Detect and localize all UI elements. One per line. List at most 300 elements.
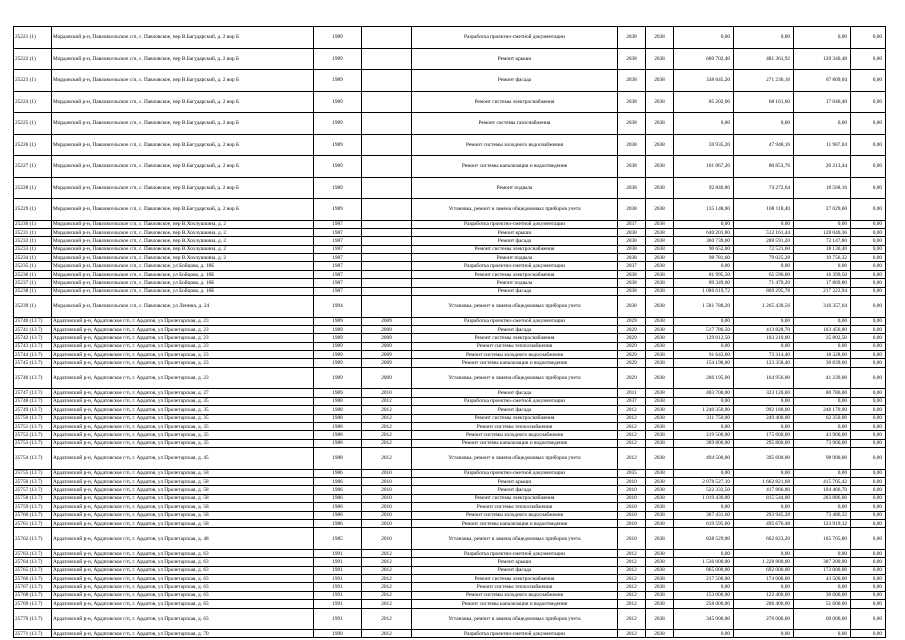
cell-work-type: Ремонт системы электроснабжения [412,270,618,278]
cell-owner-cost: 18 568,16 [794,177,851,199]
cell-last-repair-year [362,228,412,236]
cell-budget-cost: 0,00 [851,503,886,511]
cell-build-year: 1989 [314,367,362,389]
cell-last-repair-year: 2012 [362,591,412,599]
cell-last-repair-year: 2012 [362,630,412,638]
cell-object-id: 25762 (13 7) [14,528,52,550]
cell-start-year: 2038 [618,177,646,199]
cell-budget-cost: 0,00 [851,414,886,422]
cell-address: Ардатовский р-н, Ардатовское г/п, г. Ардатов, ул Пролетарская, д. 58 [52,503,314,511]
cell-start-year: 2012 [618,422,646,430]
cell-work-type: Ремонт фасада [412,237,618,245]
cell-start-year: 2038 [618,156,646,178]
cell-budget-cost: 0,00 [851,583,886,591]
cell-object-id: 25238 (1) [14,287,52,295]
table-row [14,325,886,333]
cell-start-year: 2029 [618,325,646,333]
cell-object-id: 25771 (13 7) [14,630,52,638]
cell-last-repair-year [362,177,412,199]
table-row [14,27,886,49]
table-row [14,630,886,638]
cell-end-year: 2038 [646,583,674,591]
cell-end-year: 2038 [646,70,674,92]
cell-work-type: Ремонт системы холодного водоснабжения [412,134,618,156]
cell-fund-cost: 692 000,00 [734,566,794,574]
cell-owner-cost: 72 147,80 [794,237,851,245]
cell-work-type: Ремонт системы теплоснабжения [412,422,618,430]
cell-owner-cost: 20 213,44 [794,156,851,178]
cell-address: Ардатовский р-н, Ардатовское г/п, г. Ардатов, ул Пролетарская, д. 45 [52,448,314,470]
cell-fund-cost: 74 272,64 [734,177,794,199]
cell-budget-cost: 0,00 [851,325,886,333]
cell-budget-cost: 0,00 [851,177,886,199]
cell-work-type: Ремонт системы холодного водоснабжения [412,431,618,439]
cell-object-id: 25751 (13 7) [14,422,52,430]
table-row [14,199,886,221]
table-row [14,367,886,389]
cell-end-year: 2038 [646,287,674,295]
cell-fund-cost: 79 025,28 [734,254,794,262]
table-row [14,469,886,477]
cell-work-type: Ремонт системы холодного водоснабжения [412,351,618,359]
cell-work-type: Разработка проектно-сметной документации [412,397,618,405]
cell-total-cost: 360 739,00 [674,237,734,245]
cell-budget-cost: 0,00 [851,27,886,49]
cell-object-id: 25763 (13 7) [14,549,52,557]
cell-object-id: 25745 (13 7) [14,359,52,367]
cell-address: Ардатовский р-н, Ардатовское г/п, г. Ардатов, ул Пролетарская, д. 63 [52,558,314,566]
cell-work-type: Разработка проектно-сметной документации [412,220,618,228]
cell-build-year: 1994 [314,296,362,318]
cell-address: Ардатовский р-н, Ардатовское г/п, г. Ардатов, ул Пролетарская, д. 58 [52,486,314,494]
cell-end-year: 2038 [646,575,674,583]
cell-address: Мордовский р-н, Павловсельское с/п, с. Павловское, ул Ленина, д. 24 [52,296,314,318]
cell-build-year: 1986 [314,511,362,519]
cell-last-repair-year [362,287,412,295]
cell-start-year: 2038 [618,279,646,287]
cell-total-cost: 206 195,00 [674,367,734,389]
cell-work-type: Ремонт системы электроснабжения [412,494,618,502]
cell-last-repair-year: 2012 [362,448,412,470]
cell-work-type: Ремонт фасада [412,389,618,397]
cell-address: Мордовский р-н, Павловсельское с/п, с. Павловское, пер В.Хохлушкина, д. 2 [52,228,314,236]
cell-object-id: 25231 (1) [14,228,52,236]
cell-end-year: 2038 [646,27,674,49]
cell-fund-cost: 123 358,40 [734,359,794,367]
cell-address: Ардатовский р-н, Ардатовское г/п, г. Ардатов, ул Пролетарская, д. 63 [52,591,314,599]
cell-fund-cost: 0,00 [734,583,794,591]
cell-last-repair-year: 2010 [362,494,412,502]
table-row [14,397,886,405]
cell-owner-cost: 0,00 [794,469,851,477]
cell-build-year: 1986 [314,469,362,477]
cell-start-year: 2038 [618,27,646,49]
cell-address: Ардатовский р-н, Ардатовское г/п, г. Ардатов, ул Пролетарская, д. 35 [52,397,314,405]
cell-build-year: 1989 [314,48,362,70]
cell-total-cost: 640 201,80 [674,228,734,236]
cell-object-id: 25221 (1) [14,27,52,49]
cell-last-repair-year [362,156,412,178]
cell-object-id: 25753 (13 7) [14,439,52,447]
cell-fund-cost: 1 228 800,00 [734,558,794,566]
cell-object-id: 25764 (13 7) [14,558,52,566]
cell-start-year: 2012 [618,630,646,638]
cell-last-repair-year: 2010 [362,486,412,494]
cell-fund-cost: 293 945,28 [734,511,794,519]
cell-object-id: 25746 (13 7) [14,367,52,389]
cell-build-year: 1991 [314,608,362,630]
cell-start-year: 2029 [618,359,646,367]
cell-address: Мордовский р-н, Павловсельское с/п, с. Павловское, ул Бойцова, д. 18Б [52,279,314,287]
cell-address: Ардатовский р-н, Ардатовское г/п, г. Ардатов, ул Пролетарская, д. 35 [52,431,314,439]
cell-last-repair-year: 2010 [362,519,412,527]
cell-start-year: 2037 [618,262,646,270]
cell-fund-cost: 288 591,20 [734,237,794,245]
cell-fund-cost: 175 600,00 [734,431,794,439]
cell-owner-cost: 0,00 [794,422,851,430]
cell-object-id: 25740 (13 7) [14,317,52,325]
cell-budget-cost: 0,00 [851,367,886,389]
cell-address: Мордовский р-н, Павловсельское с/п, с. Павловское, ул Бойцова, д. 18Б [52,270,314,278]
cell-last-repair-year: 2009 [362,351,412,359]
cell-last-repair-year: 2012 [362,558,412,566]
cell-owner-cost: 217 323,94 [794,287,851,295]
cell-build-year: 1988 [314,406,362,414]
cell-fund-cost: 1 662 821,68 [734,477,794,485]
cell-owner-cost: 73 486,32 [794,511,851,519]
cell-last-repair-year [362,245,412,253]
cell-address: Мордовский р-н, Павловсельское с/п, с. Павловское, пер В.Багударский, д. 2 вор Б [52,134,314,156]
cell-address: Ардатовский р-н, Ардатовское г/п, г. Ардатов, ул Пролетарская, д. 48 [52,528,314,550]
cell-build-year: 1987 [314,220,362,228]
cell-budget-cost: 0,00 [851,519,886,527]
cell-build-year: 1988 [314,431,362,439]
cell-work-type: Установка, ремонт и замена общедомовых приборов учета [412,367,618,389]
cell-build-year: 1989 [314,199,362,221]
cell-fund-cost: 815 544,00 [734,494,794,502]
cell-object-id: 25742 (13 7) [14,334,52,342]
table-row [14,228,886,236]
cell-address: Ардатовский р-н, Ардатовское г/п, г. Ардатов, ул Пролетарская, д. 63 [52,600,314,608]
cell-object-id: 25229 (1) [14,199,52,221]
table-row [14,245,886,253]
cell-work-type: Ремонт системы электроснабжения [412,414,618,422]
cell-owner-cost: 0,00 [794,342,851,350]
cell-last-repair-year [362,48,412,70]
table-row [14,406,886,414]
cell-address: Ардатовский р-н, Ардатовское г/п, г. Ардатов, ул Пролетарская, д. 23 [52,359,314,367]
cell-end-year: 2038 [646,91,674,113]
cell-total-cost: 517 786,50 [674,325,734,333]
cell-work-type: Ремонт системы газоснабжения [412,113,618,135]
cell-object-id: 25223 (1) [14,70,52,92]
cell-total-cost: 92 840,80 [674,177,734,199]
cell-work-type: Ремонт системы теплоснабжения [412,503,618,511]
cell-total-cost: 494 500,00 [674,448,734,470]
cell-last-repair-year: 2010 [362,389,412,397]
table-row [14,448,886,470]
cell-address: Ардатовский р-н, Ардатовское г/п, г. Ардатов, ул Пролетарская, д. 23 [52,317,314,325]
cell-work-type: Ремонт системы электроснабжения [412,575,618,583]
cell-address: Ардатовский р-н, Ардатовское г/п, г. Ардатов, ул Пролетарская, д. 23 [52,367,314,389]
cell-owner-cost: 18 130,40 [794,245,851,253]
cell-start-year: 2011 [618,389,646,397]
cell-build-year: 1989 [314,342,362,350]
cell-last-repair-year: 2012 [362,397,412,405]
table-row [14,519,886,527]
cell-end-year: 2038 [646,431,674,439]
cell-end-year: 2038 [646,511,674,519]
cell-start-year: 2038 [618,48,646,70]
cell-start-year: 2012 [618,591,646,599]
cell-budget-cost: 0,00 [851,317,886,325]
cell-owner-cost: 62 350,00 [794,414,851,422]
cell-end-year: 2038 [646,220,674,228]
cell-end-year: 2038 [646,494,674,502]
cell-total-cost: 129 012,50 [674,334,734,342]
table-row [14,317,886,325]
cell-total-cost: 59 935,20 [674,134,734,156]
cell-build-year: 1986 [314,494,362,502]
cell-budget-cost: 0,00 [851,558,886,566]
table-row [14,566,886,574]
cell-fund-cost: 992 180,00 [734,406,794,414]
cell-build-year: 1990 [314,630,362,638]
cell-build-year: 1988 [314,397,362,405]
cell-build-year: 1989 [314,156,362,178]
cell-address: Ардатовский р-н, Ардатовское г/п, г. Ардатов, ул Пролетарская, д. 58 [52,494,314,502]
cell-last-repair-year [362,220,412,228]
cell-work-type: Разработка проектно-сметной документации [412,549,618,557]
cell-build-year: 1989 [314,113,362,135]
cell-total-cost: 619 595,60 [674,519,734,527]
cell-end-year: 2038 [646,600,674,608]
cell-owner-cost: 25 802,50 [794,334,851,342]
cell-budget-cost: 0,00 [851,591,886,599]
cell-owner-cost: 316 357,64 [794,296,851,318]
cell-address: Ардатовский р-н, Ардатовское г/п, г. Ардатов, ул Пролетарская, д. 23 [52,351,314,359]
cell-fund-cost: 0,00 [734,220,794,228]
cell-address: Мордовский р-н, Павловсельское с/п, с. Павловское, пер В.Хохлушкина, д. 2 [52,237,314,245]
cell-fund-cost: 47 948,16 [734,134,794,156]
cell-work-type: Ремонт крыши [412,558,618,566]
cell-start-year: 2038 [618,254,646,262]
cell-address: Мордовский р-н, Павловсельское с/п, с. Павловское, пер В.Багударский, д. 2 вор Б [52,177,314,199]
cell-work-type: Ремонт системы теплоснабжения [412,342,618,350]
cell-last-repair-year: 2012 [362,549,412,557]
cell-address: Мордовский р-н, Павловсельское с/п, с. Павловское, ул Бойцова, д. 18Б [52,262,314,270]
table-row [14,220,886,228]
cell-budget-cost: 0,00 [851,406,886,414]
cell-last-repair-year: 2012 [362,431,412,439]
cell-end-year: 2038 [646,439,674,447]
cell-owner-cost: 104 466,70 [794,486,851,494]
cell-end-year: 2038 [646,334,674,342]
cell-object-id: 25239 (1) [14,296,52,318]
cell-fund-cost: 103 210,00 [734,334,794,342]
cell-total-cost: 338 645,20 [674,70,734,92]
cell-object-id: 25766 (13 7) [14,575,52,583]
table-row [14,431,886,439]
cell-object-id: 25744 (13 7) [14,351,52,359]
table-row [14,156,886,178]
cell-last-repair-year [362,27,412,49]
table-row [14,583,886,591]
cell-owner-cost: 0,00 [794,113,851,135]
cell-fund-cost: 206 400,00 [734,600,794,608]
cell-fund-cost: 164 956,00 [734,367,794,389]
cell-fund-cost: 512 161,44 [734,228,794,236]
cell-owner-cost: 0,00 [794,549,851,557]
cell-budget-cost: 0,00 [851,262,886,270]
cell-object-id: 25761 (13 7) [14,519,52,527]
cell-total-cost: 98 781,60 [674,254,734,262]
cell-end-year: 2038 [646,558,674,566]
cell-start-year: 2037 [618,397,646,405]
cell-object-id: 25748 (13 7) [14,397,52,405]
cell-build-year: 1986 [314,519,362,527]
cell-fund-cost: 174 000,00 [734,575,794,583]
cell-last-repair-year [362,237,412,245]
table-row [14,351,886,359]
cell-address: Ардатовский р-н, Ардатовское г/п, г. Ардатов, ул Пролетарская, д. 35 [52,406,314,414]
cell-address: Ардатовский р-н, Ардатовское г/п, г. Ардатов, ул Пролетарская, д. 23 [52,342,314,350]
cell-budget-cost: 0,00 [851,439,886,447]
cell-budget-cost: 0,00 [851,494,886,502]
cell-end-year: 2038 [646,528,674,550]
cell-work-type: Ремонт системы канализации и водоотведения [412,156,618,178]
cell-start-year: 2029 [618,351,646,359]
cell-total-cost: 0,00 [674,262,734,270]
cell-total-cost: 0,00 [674,342,734,350]
cell-total-cost: 367 431,60 [674,511,734,519]
cell-object-id: 25756 (13 7) [14,477,52,485]
cell-object-id: 25750 (13 7) [14,414,52,422]
cell-last-repair-year: 2009 [362,359,412,367]
cell-total-cost: 369 800,00 [674,439,734,447]
cell-total-cost: 403 700,00 [674,389,734,397]
cell-start-year: 2038 [618,287,646,295]
cell-fund-cost: 0,00 [734,27,794,49]
cell-owner-cost: 103 456,80 [794,325,851,333]
cell-total-cost: 90 652,00 [674,245,734,253]
cell-budget-cost: 0,00 [851,134,886,156]
cell-owner-cost: 0,00 [794,503,851,511]
cell-address: Мордовский р-н, Павловсельское с/п, с. Павловское, ул Бойцова, д. 18Б [52,287,314,295]
cell-last-repair-year [362,134,412,156]
cell-budget-cost: 0,00 [851,566,886,574]
cell-object-id: 25758 (13 7) [14,494,52,502]
cell-start-year: 2012 [618,549,646,557]
cell-start-year: 2010 [618,477,646,485]
cell-owner-cost: 415 705,42 [794,477,851,485]
cell-end-year: 2038 [646,486,674,494]
cell-total-cost: 258 000,00 [674,600,734,608]
cell-object-id: 25757 (13 7) [14,486,52,494]
cell-start-year: 2038 [618,199,646,221]
cell-address: Ардатовский р-н, Ардатовское г/п, г. Ардатов, ул Пролетарская, д. 63 [52,566,314,574]
cell-total-cost: 0,00 [674,27,734,49]
cell-total-cost: 89 349,00 [674,279,734,287]
cell-fund-cost: 122 400,00 [734,591,794,599]
cell-work-type: Установка, ремонт и замена общедомовых приборов учета [412,296,618,318]
cell-build-year: 1989 [314,351,362,359]
cell-end-year: 2038 [646,503,674,511]
cell-owner-cost: 69 000,00 [794,608,851,630]
cell-work-type: Ремонт подвала [412,177,618,199]
cell-start-year: 2010 [618,486,646,494]
cell-fund-cost: 0,00 [734,113,794,135]
cell-last-repair-year [362,254,412,262]
cell-last-repair-year: 2009 [362,342,412,350]
cell-total-cost: 0,00 [674,583,734,591]
cell-object-id: 25225 (1) [14,113,52,135]
cell-owner-cost: 43 900,00 [794,431,851,439]
cell-last-repair-year: 2009 [362,325,412,333]
cell-object-id: 25768 (13 7) [14,591,52,599]
cell-budget-cost: 0,00 [851,575,886,583]
cell-address: Ардатовский р-н, Ардатовское г/п, г. Ардатов, ул Пролетарская, д. 63 [52,608,314,630]
cell-start-year: 2035 [618,469,646,477]
cell-build-year: 1988 [314,414,362,422]
cell-start-year: 2012 [618,439,646,447]
cell-address: Мордовский р-н, Павловсельское с/п, с. Павловское, пер В.Багударский, д. 2 вор Б [52,27,314,49]
cell-work-type: Ремонт фасада [412,486,618,494]
cell-last-repair-year: 2012 [362,583,412,591]
cell-object-id: 25230 (1) [14,220,52,228]
cell-object-id: 25743 (13 7) [14,342,52,350]
cell-total-cost: 0,00 [674,397,734,405]
cell-work-type: Ремонт системы канализации и водоотведения [412,439,618,447]
cell-build-year: 1987 [314,254,362,262]
cell-budget-cost: 0,00 [851,608,886,630]
document-page [13,26,885,638]
cell-budget-cost: 0,00 [851,630,886,638]
cell-fund-cost: 271 236,16 [734,70,794,92]
cell-address: Ардатовский р-н, Ардатовское г/п, г. Ардатов, ул Пролетарская, д. 63 [52,583,314,591]
cell-fund-cost: 495 676,48 [734,519,794,527]
cell-start-year: 2038 [618,237,646,245]
cell-budget-cost: 0,00 [851,431,886,439]
cell-total-cost: 0,00 [674,113,734,135]
cell-object-id: 25224 (1) [14,91,52,113]
cell-start-year: 2012 [618,600,646,608]
cell-budget-cost: 0,00 [851,245,886,253]
cell-start-year: 2010 [618,503,646,511]
cell-address: Мордовский р-н, Павловсельское с/п, с. Павловское, пер В.Багударский, д. 2 вор Б [52,70,314,92]
cell-total-cost: 135 148,00 [674,199,734,221]
cell-owner-cost: 203 886,00 [794,494,851,502]
table-row [14,134,886,156]
cell-object-id: 25232 (1) [14,237,52,245]
cell-fund-cost: 481 361,92 [734,48,794,70]
cell-fund-cost: 276 000,00 [734,608,794,630]
cell-work-type: Ремонт крыши [412,477,618,485]
cell-total-cost: 85 202,00 [674,91,734,113]
cell-address: Ардатовский р-н, Ардатовское г/п, г. Ардатов, ул Пролетарская, д. 35 [52,422,314,430]
cell-work-type: Ремонт фасада [412,566,618,574]
cell-object-id: 25752 (13 7) [14,431,52,439]
cell-build-year: 1989 [314,359,362,367]
cell-address: Ардатовский р-н, Ардатовское г/п, г. Ардатов, ул Пролетарская, д. 63 [52,549,314,557]
cell-budget-cost: 0,00 [851,469,886,477]
cell-address: Мордовский р-н, Павловсельское с/п, с. Павловское, пер В.Багударский, д. 2 вор Б [52,199,314,221]
cell-total-cost: 1 536 000,00 [674,558,734,566]
cell-build-year: 1989 [314,317,362,325]
cell-start-year: 2038 [618,134,646,156]
cell-end-year: 2038 [646,422,674,430]
cell-end-year: 2038 [646,134,674,156]
